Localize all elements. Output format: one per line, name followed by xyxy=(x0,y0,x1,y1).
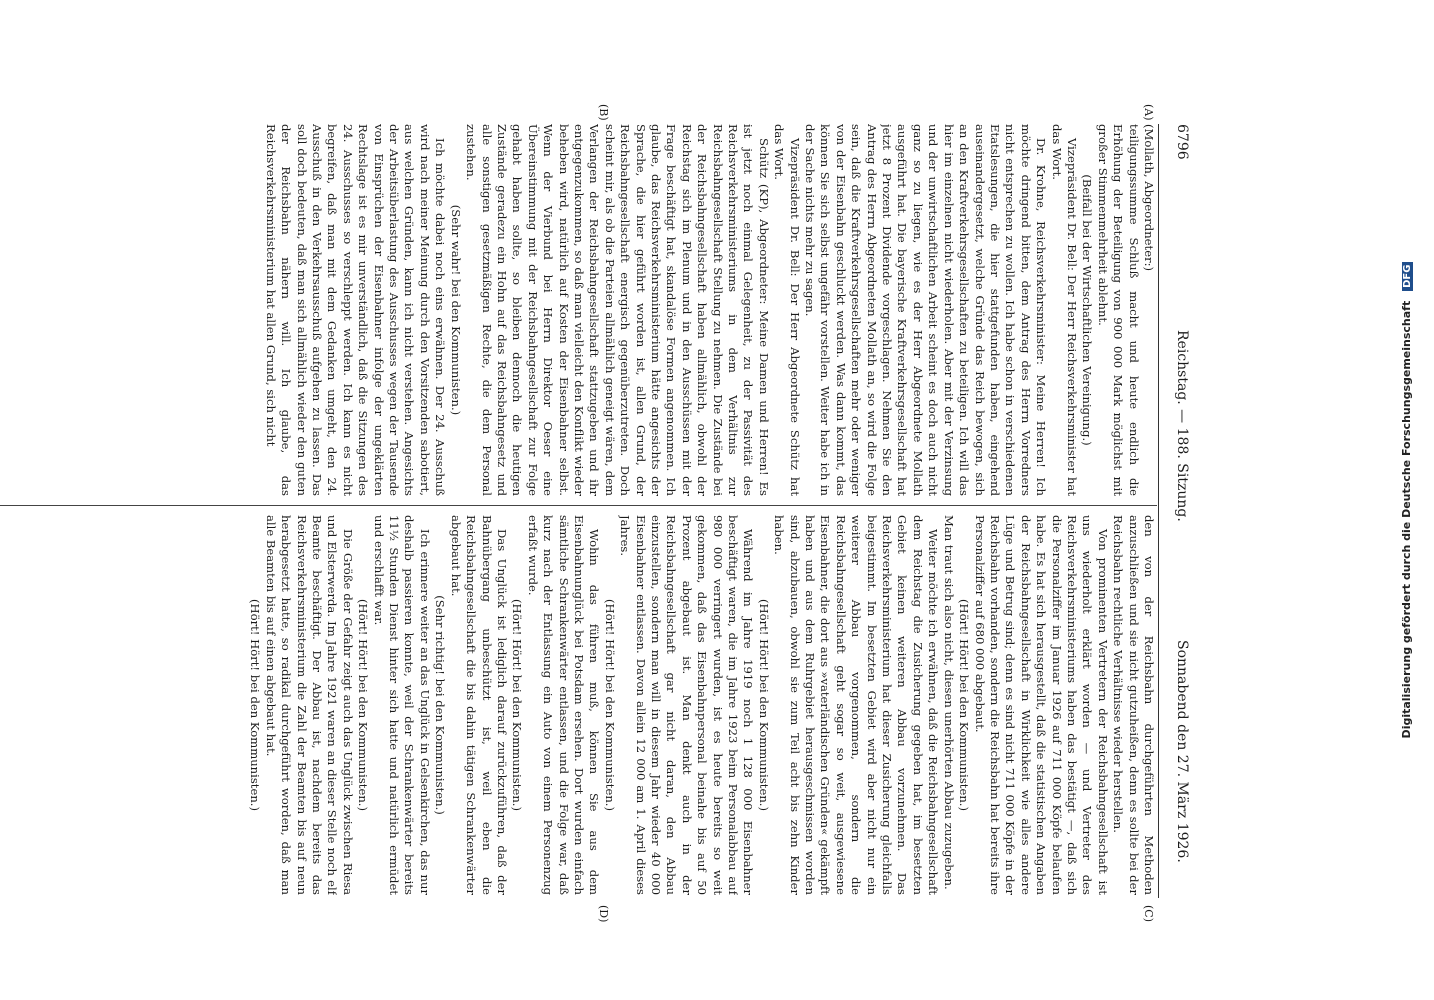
paragraph: Während im Jahre 1919 noch 1 128 000 Eisenbahner beschäftigt waren, die im Jahre 1923 beim Personalabbau auf 980 000 verringert wurden, ist es heute bereits so weit gekommen, daß das Eisenbahnpersonal beinahe bis auf 50 Prozent abgebaut ist. Man denkt auch in der Reichsbahngesellschaft gar nicht daran, den Abbau einzustellen, sondern man will in diesem Jahr wieder 40 000 Eisenbahner entlassen. Davon allein 12 000 am 1. April dieses Jahres. xyxy=(618,515,756,895)
column-divider xyxy=(0,505,1157,506)
interjection: (Hört! Hört! bei den Kommunisten.) xyxy=(510,598,525,811)
header-rule xyxy=(1158,124,1159,898)
dfg-logo: DFG xyxy=(1402,262,1413,291)
interjection: (Sehr richtig! bei den Kommunisten.) xyxy=(433,595,448,815)
margin-marker-b: (B) xyxy=(597,104,610,121)
margin-marker-c: (C) xyxy=(1142,905,1155,922)
paragraph: Ich erinnere weiter an das Unglück in Gelsenkirchen, das nur deshalb passieren konnte, weil der Schrankenwärter bereits 11½ Stunden Dienst hinter sich hatte und natürlich ermüdet und erschlafft war. xyxy=(371,515,432,895)
paragraph: Ich möchte dabei noch eins erwähnen. Der 24. Ausschuß wird nach meiner Meinung durch den Vorsitzenden sabotiert, aus welchen Gründen, kann ich nicht verstehen. Angesichts der Arbeitsüberlastung des Ausschusses wegen der Tausende von Einsprüchen der Eisenbahner infolge der ungeklärten Rechtslage ist es mir unverständlich, daß die Sitzungen des 24. Ausschusses so verschleppt werden. Ich kann es nicht begreifen, daß man mit dem Gedanken umgeht, den 24. Ausschuß in den Verkehrsausschuß aufgehen zu lassen. Das soll doch bedeuten, daß man sich allmählich wieder den guten der Reichsbahn nähern will. Ich glaube, das Reichsverkehrsministerium hat allen Grund, sich nicht xyxy=(263,124,448,496)
session-title: Reichstag. — 188. Sitzung. xyxy=(1174,330,1190,522)
paragraph: den von der Reichsbahn durchgeführten Methoden anzuschließen und sie nicht gutzuheißen, denn es sollte bei der Reichsbahn rechtliche Verhältnisse wieder herstellen. xyxy=(1111,515,1156,895)
paragraph: Man traut sich also nicht, diesen unerhörten Abbau zuzugeben. xyxy=(941,515,956,890)
right-column xyxy=(16,515,1156,895)
speaker-continuation: (Mollath, Abgeordneter:) xyxy=(1142,124,1156,272)
paragraph: Dr. Krohne, Reichsverkehrsminister: Meine Herren! Ich möchte dringend bitten, dem Antrag des Herrn Vorredners nicht entsprechen zu wollen. Ich habe schon in verschiedenen Etatslesungen, die hier stattgefunden haben, eingehend auseinandergesetzt, welche Gründe das Reich bewogen, sich an den Kraftverkehrsgesellschaften zu beteiligen. Ich will das hier im einzelnen nicht wiederholen. Aber mit der Verzinsung und der unwirtschaftlichen Arbeit scheint es doch auch nicht ganz so zu liegen, wie es der Herr Abgeordnete Mollath ausgeführt hat. Die bayerische Kraftverkehrsgesellschaft hat jetzt 8 Prozent Dividende vorgeschlagen. Nehmen Sie den Antrag des Herrn Abgeordneten Mollath an, so wird die Folge sein, daß die Kraftverkehrsgesellschaften mehr oder weniger von der Eisenbahn geschluckt werden. Was dann kommt, das können Sie sich selbst ungefähr vorstellen. Weiter habe ich in der Sache nichts mehr zu sagen. xyxy=(803,124,1049,496)
paragraph: Weiter möchte ich erwähnen, daß die Reichsbahngesellschaft dem Reichstag die Zusicherung gegeben hat, im besetzten Gebiet keinen weiteren Abbau vorzunehmen. Das Reichsverkehrsministerium hat dieser Zusicherung gleichfalls beigestimmt. Im besetzten Gebiet wird aber nicht nur ein weiterer Abbau vorgenommen, sondern die Reichsbahngesellschaft geht sogar so weit, ausgewiesene Eisenbahner, die dort aus »vaterländischen Gründen« gekämpft haben und aus dem Ruhrgebiet herausgeschmissen worden sind, abzubauen, obwohl sie zum Teil acht bis zehn Kinder haben. xyxy=(772,515,941,895)
interjection: (Hört! Hört! bei den Kommunisten.) xyxy=(602,598,617,811)
interjection: (Sehr wahr! bei den Kommunisten.) xyxy=(448,204,463,416)
paragraph: teiligungssumme Schluß macht und heute endlich die Erhöhung der Beteiligung von 900 000 Mark möglichst mit großer Stimmenmehrheit ablehnt. xyxy=(1095,124,1141,496)
paragraph: Vizepräsident Dr. Bell: Der Herr Reichsverkehrsminister hat das Wort. xyxy=(1049,124,1079,496)
session-date: Sonnabend den 27. März 1926. xyxy=(1174,640,1190,863)
interjection: (Beifall bei der Wirtschaftlichen Vereinigung.) xyxy=(1080,174,1095,446)
margin-marker-a: (A) xyxy=(1142,104,1155,121)
paragraph: Die Größe der Gefahr zeigt auch das Unglück zwischen Riesa und Elsterwerda. Im Jahre 1921 waren an dieser Stelle noch elf Beamte beschäftigt. Der Abbau ist, nachdem bereits das Reichsverkehrsministerium die Zahl der Beamten bis auf neun herabgesetzt hatte, so radikal durchgeführt worden, daß man alle Beamten bis auf einen abgebaut hat. xyxy=(263,515,355,895)
interjection: (Hört! Hört! bei den Kommunisten.) xyxy=(356,598,371,811)
page-number: 6796 xyxy=(1174,124,1190,160)
interjection: (Hört! Hört! bei den Kommunisten.) xyxy=(957,598,972,811)
interjection: (Hört! Hört! bei den Kommunisten.) xyxy=(248,598,263,811)
paragraph: Schütz (KP), Abgeordneter: Meine Damen und Herren! Es ist jetzt noch einmal Gelegenheit, zu der Passivität des Reichsverkehrsministeriums in dem Verhältnis zur Reichsbahngesellschaft Stellung zu nehmen. Die Zustände bei der Reichsbahngesellschaft haben allmählich, obwohl der Reichstag sich im Plenum und in den Ausschüssen mit der Frage beschäftigt hat, skandalöse Formen angenommen. Ich glaube, das Reichsverkehrsministerium hätte angesichts der Sprache, die hier geführt worden ist, allen Grund, der Reichsbahngesellschaft energisch gegenüberzutreten. Doch scheint mir, als ob die Parteien allmählich geneigt wären, dem Verlangen der Reichsbahngesellschaft stattzugeben und ihr entgegenzukommen, so daß man vielleicht den Konflikt wieder beheben wird, natürlich auf Kosten der Eisenbahner selbst. Wenn der Vierbund bei Herrn Direktor Oeser eine Übereinstimmung mit der Reichsbahngesellschaft zur Folge gehabt haben sollte, so bleiben dennoch die heutigen Zustände geradezu ein Hohn auf das Reichsbahngesetz und alle sonstigen gesetzmäßigen Rechte, die dem Personal zustehen. xyxy=(464,124,771,496)
left-column xyxy=(16,124,1156,496)
paragraph: Von prominenten Vertretern der Reichsbahngesellschaft ist uns wiederholt erklärt worden — und Vertreter des Reichsverkehrsministeriums haben das bestätigt —, daß sich die Personalziffer im Januar 1926 auf 711 000 Köpfe belaufen habe. Es hat sich herausgestellt, daß die statistischen Angaben der Reichsbahngesellschaft in Wirklichkeit wie alles andere Lüge und Betrug sind; denn es sind nicht 711 000 Köpfe in der Reichsbahn vorhanden, sondern die Reichsbahn hat bereits ihre Personalziffer auf 680 000 abgebaut. xyxy=(972,515,1110,895)
credit-text: Digitalisierung gefördert durch die Deutsche Forschungsgemeinschaft xyxy=(1400,300,1413,739)
paragraph: Das Unglück ist lediglich darauf zurückzuführen, daß der Bahnübergang unbeschützt ist, weil eben die Reichsbahngesellschaft die bis dahin tätigen Schrankenwärter abgebaut hat. xyxy=(448,515,509,895)
paragraph: Vizepräsident Dr. Bell: Der Herr Abgeordnete Schütz hat das Wort. xyxy=(772,124,802,496)
digitization-credit xyxy=(1400,10,1420,990)
interjection: (Hört! Hört! bei den Kommunisten.) xyxy=(756,598,771,811)
margin-marker-d: (D) xyxy=(597,905,610,923)
paragraph: Wohin das führen muß, können Sie aus dem Eisenbahnunglück bei Potsdam ersehen. Dort wurden einfach sämtliche Schrankenwärter entlassen, und die Folge war, daß kurz nach der Entlassung ein Auto von einem Personenzug erfaßt wurde. xyxy=(525,515,602,895)
